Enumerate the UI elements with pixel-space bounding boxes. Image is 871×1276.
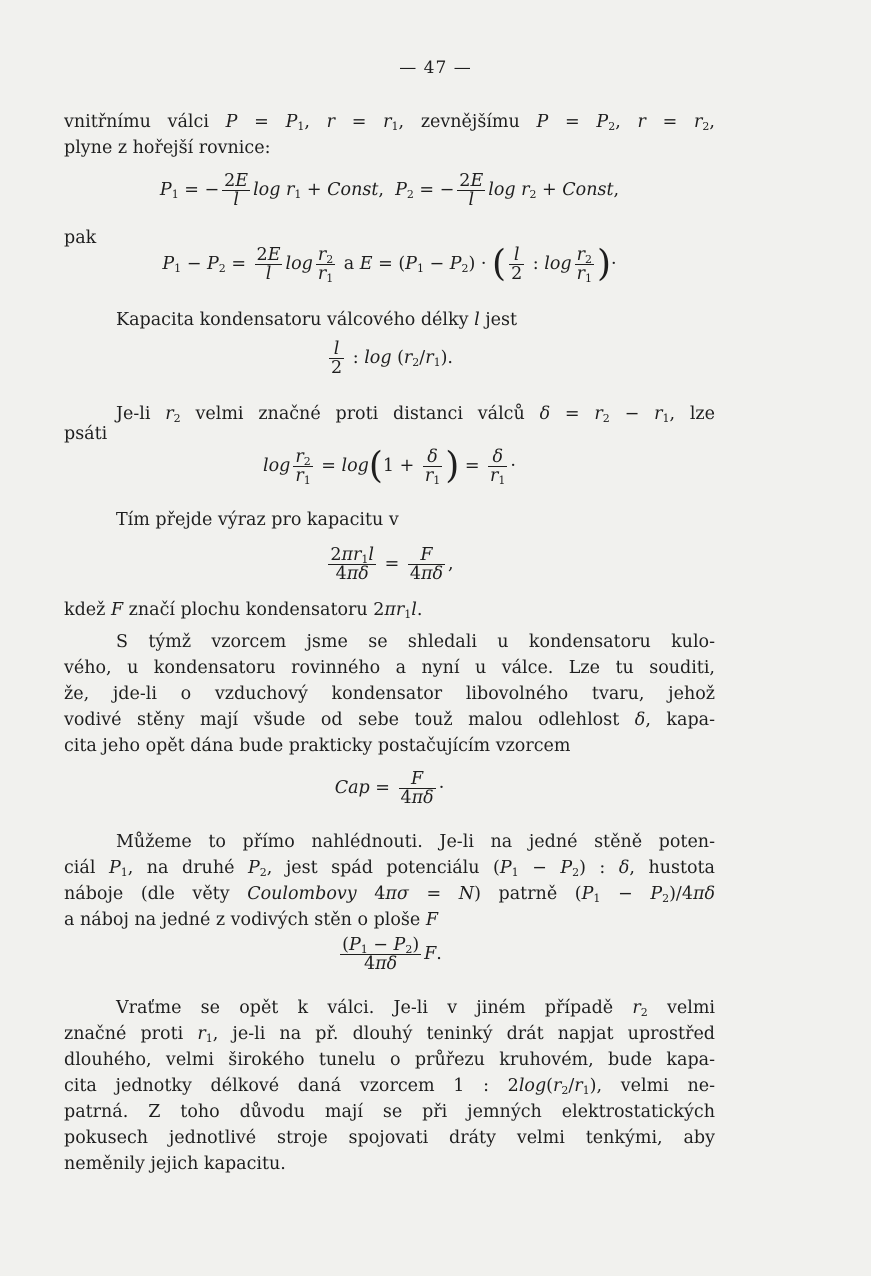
text-line: S týmž vzorcem jsme se shledali u kondensatoru kulo- — [116, 632, 715, 652]
text-line: vého, u kondensatoru rovinného a nyní u válce. Lze tu souditi, — [64, 658, 715, 678]
equation: $P_1 - P_2$ = $\frac{2E}{l}$ log $\frac{r_2}{r_1}$ a $E = (P_1 - P_2)$ · ( $\frac{l}{2}$ : log $\frac{r_2}{r_1}$ )· — [162, 243, 617, 285]
text-line: ciál $P_1$, na druhé $P_2$, jest spád potenciálu $(P_1 - P_2)$ : δ, hustota — [64, 858, 715, 879]
text-line: Je-li $r_2$ velmi značné proti distanci válců $\delta = r_2 - r_1$, lze — [116, 404, 715, 425]
text-line: náboje (dle věty Coulombovy 4πσ = N) patrně $(P_1 - P_2)/4\pi\delta$ — [64, 884, 715, 905]
text-line: dlouhého, velmi širokého tunelu o průřezu kruhovém, bude kapa- — [64, 1050, 715, 1070]
page-number: — 47 — — [399, 58, 472, 78]
text-line: značné proti $r_1$, je-li na př. dlouhý teninký drát napjat uprostřed — [64, 1024, 715, 1045]
text-line: cita jednotky délkové daná vzorcem 1 : $2\log(r_2/r_1)$, velmi ne- — [64, 1076, 716, 1097]
text-line: že, jde-li o vzduchový kondensator libovolného tvaru, jehož — [64, 684, 715, 704]
text-line: Můžeme to přímo nahlédnouti. Je-li na jedné stěně poten- — [116, 832, 715, 852]
text-line: plyne z hořejší rovnice: — [64, 138, 271, 158]
text-line: vnitřnímu válci $P = P_1$, $r = r_1$, zevnějšímu $P = P_2$, $r = r_2$, — [64, 112, 715, 133]
text-line: vodivé stěny mají všude od sebe touž malou odlehlost δ, kapa- — [64, 710, 715, 730]
text-line: kdež F značí plochu kondensatoru $2\pi r_1l$. — [64, 600, 423, 621]
text-line: psáti — [64, 424, 108, 444]
text-line: a náboj na jedné z vodivých stěn o ploše F — [64, 910, 438, 930]
text-line: pokusech jednotlivé stroje spojovati dráty velmi tenkými, aby — [64, 1128, 715, 1148]
text-line: Vraťme se opět k válci. Je-li v jiném případě $r_2$ velmi — [116, 998, 716, 1019]
equation: $P_1$ = − $\frac{2E}{l}$ $\log r_1$ + Const, $P_2$ = − $\frac{2E}{l}$ $\log r_2$ + Const, — [159, 171, 620, 210]
text-line: neměnily jejich kapacitu. — [64, 1154, 286, 1174]
text-line: pak — [64, 228, 97, 248]
equation: Cap = $\frac{F}{4\pi\delta}$ · — [334, 769, 445, 808]
text-line: patrná. Z toho důvodu mají se při jemných elektrostatických — [64, 1102, 715, 1122]
equation: log $\frac{r_2}{r_1}$ = log(1 + $\frac{\delta}{r_1}$ ) = $\frac{\delta}{r_1}$ · — [262, 445, 516, 487]
equation: $\frac{l}{2}$ : $\log (r_2/r_1)$. — [331, 339, 453, 378]
equation: $\frac{(P_1 - P_2)}{4\pi\delta}$ F. — [342, 935, 442, 974]
equation: $\frac{2\pi r_1l}{4\pi\delta}$ = $\frac{F}{4\pi\delta}$ , — [330, 545, 454, 584]
text-line: cita jeho opět dána bude prakticky postačujícím vzorcem — [64, 736, 571, 756]
text-line: Kapacita kondensatoru válcového délky l jest — [116, 310, 518, 330]
text-line: Tím přejde výraz pro kapacitu v — [116, 510, 399, 530]
